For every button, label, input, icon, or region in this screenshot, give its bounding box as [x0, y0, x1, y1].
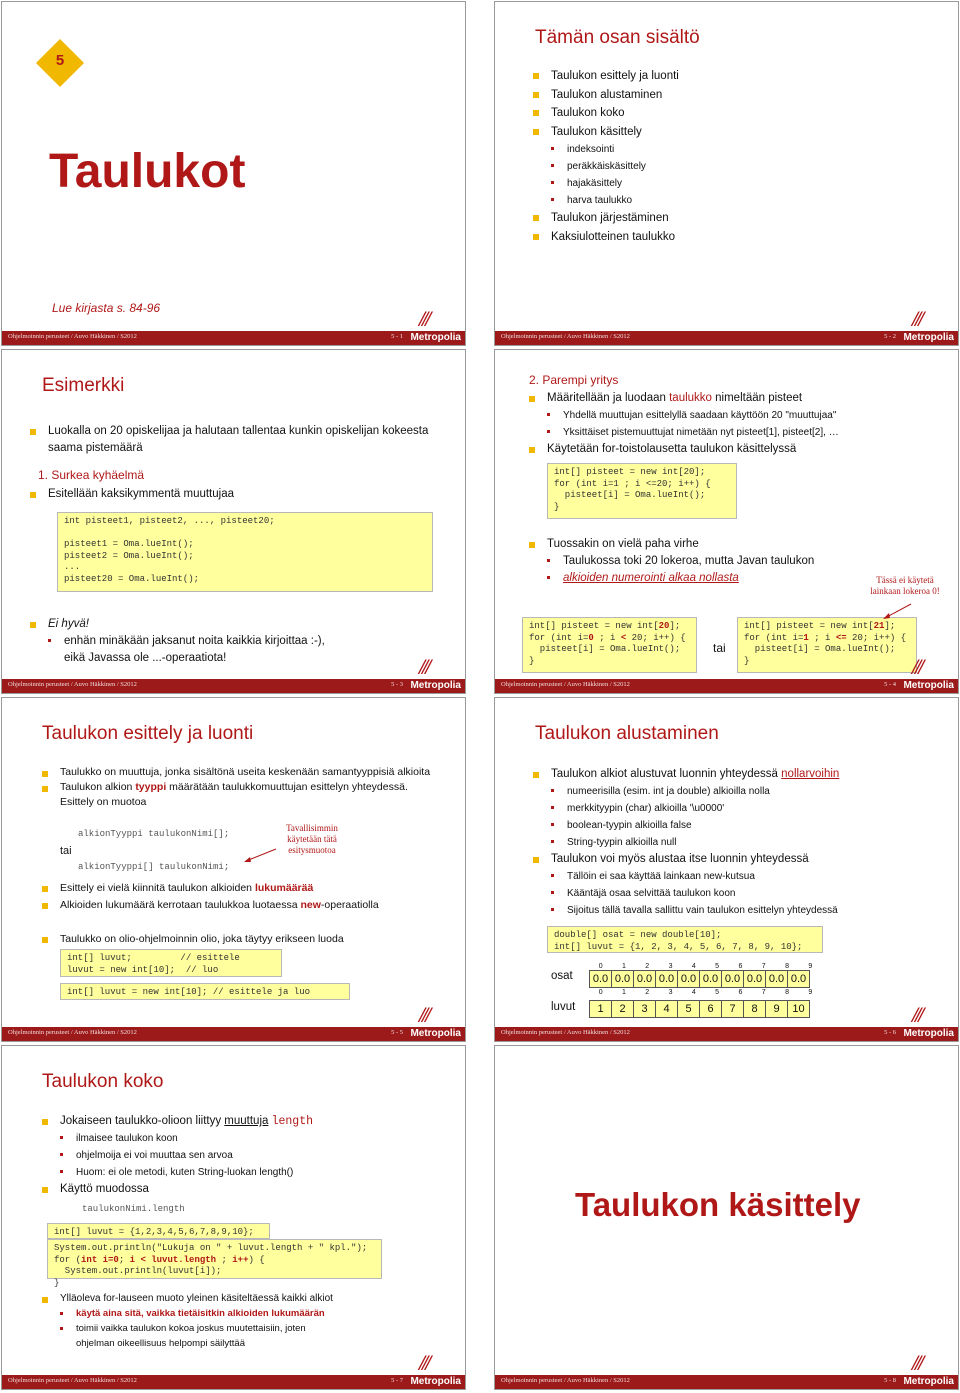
code-block-a — [522, 617, 697, 673]
subitem-text: enhän minäkään jaksanut noita kaikkia kirjoittaa :-), — [64, 635, 325, 647]
metropolia-logo: /// — [419, 1002, 429, 1027]
keyword: length — [271, 1115, 314, 1128]
array-cell-luvut: 9 — [766, 1001, 788, 1018]
or-label: tai — [60, 845, 72, 857]
footer-text: Ohjelmoinnin perusteet / Auvo Häkkinen / S2012 — [501, 681, 630, 688]
list-subitem: harva taulukko — [533, 192, 943, 209]
footer-text: Ohjelmoinnin perusteet / Auvo Häkkinen / S2012 — [501, 333, 630, 340]
code-line: int[] luvut = new int[10]; // esittele ja luo — [67, 987, 311, 997]
slide-6 — [494, 697, 959, 1042]
code-block-b — [737, 617, 917, 673]
array-cell-osat: 0.0 — [722, 971, 744, 988]
code-line: double[] osat = new double[10]; — [554, 930, 722, 940]
slide-3 — [1, 349, 466, 694]
list-item: Taulukon järjestäminen — [533, 209, 943, 228]
list-item: Esitellään kaksikymmentä muuttujaa — [30, 486, 440, 503]
list-subitem: Yhdellä muuttujan esittelyllä saadaan käyttöön 20 "muuttujaa" — [529, 407, 954, 424]
slide-number: 5 - 1 — [391, 333, 403, 340]
footer-text: Ohjelmoinnin perusteet / Auvo Häkkinen / S2012 — [8, 1377, 137, 1384]
footer-text: Ohjelmoinnin perusteet / Auvo Häkkinen / S2012 — [8, 681, 137, 688]
logo-text: Metropolia — [410, 332, 461, 343]
array-index: 0 — [598, 989, 603, 996]
list-subitem: merkkityypin (char) alkioilla '\u0000' — [533, 800, 953, 817]
annotation-note: Tavallisimmin käytetään tätä esitysmuotoa — [286, 823, 338, 855]
code-block — [60, 949, 282, 977]
list-item: Taulukon voi myös alustaa itse luonnin yhteydessä — [533, 851, 953, 868]
array-luvut — [589, 1000, 810, 1018]
code-line: } — [529, 655, 535, 666]
content-list — [529, 390, 954, 458]
array-cell-osat: 0.0 — [700, 971, 722, 988]
array-cell-luvut: 10 — [788, 1001, 810, 1018]
list-item: Taulukko on olio-ohjelmoinnin olio, joka täytyy erikseen luoda — [42, 931, 442, 948]
code-line: int pisteet1, pisteet2, ..., pisteet20; — [64, 516, 275, 526]
list-subitem: Taulukossa toki 20 lokeroa, mutta Javan taulukon — [529, 553, 954, 570]
list-subitem: Sijoitus tällä tavalla sallittu vain taulukon esittelyn yhteydessä — [533, 902, 953, 919]
code-line: int[] pisteet = new int[20]; — [529, 621, 681, 631]
slide-1 — [1, 1, 466, 346]
list-subitem: numeerisilla (esim. int ja double) alkioilla nolla — [533, 783, 953, 800]
logo-text: Metropolia — [410, 1376, 461, 1387]
arrow-icon — [875, 602, 915, 622]
metropolia-logo: /// — [912, 306, 922, 331]
list-subitem: hajakäsittely — [533, 175, 943, 192]
code-line: for (int i=1 ; i <=20; i++) { — [554, 478, 711, 489]
logo-text: Metropolia — [903, 680, 954, 691]
item-text: Määritellään ja luodaan — [547, 392, 670, 404]
content-list — [30, 486, 440, 503]
list-item — [42, 780, 442, 810]
list-subitem: String-tyypin alkioilla null — [533, 834, 953, 851]
array-cell-osat: 0.0 — [612, 971, 634, 988]
code-line: } — [54, 1277, 60, 1288]
array-osat — [589, 970, 810, 988]
list-item: Taulukon käsittely — [533, 123, 943, 142]
list-subitem: Huom: ei ole metodi, kuten String-luokan length() — [42, 1164, 452, 1181]
slide-number: 5 - 6 — [884, 1029, 896, 1036]
content-list — [42, 1291, 452, 1351]
list-subitem — [42, 1321, 452, 1351]
content-list — [42, 880, 442, 914]
item-text: Alkioiden lukumäärä kerrotaan taulukkoa luotaessa — [60, 899, 301, 911]
logo-text: Metropolia — [410, 1028, 461, 1039]
chapter-badge-number: 5 — [55, 52, 65, 69]
code-line: int[] luvut = {1,2,3,4,5,6,7,8,9,10}; — [54, 1227, 254, 1237]
array-index: 6 — [738, 963, 743, 970]
footer-text: Ohjelmoinnin perusteet / Auvo Häkkinen / S2012 — [8, 1029, 137, 1036]
code-block — [47, 1239, 382, 1288]
section-heading: 1. Surkea kyhäelmä — [38, 468, 145, 482]
list-item: Käyttö muodossa — [42, 1181, 452, 1198]
slide-number: 5 - 7 — [391, 1377, 403, 1384]
slide-number: 5 - 4 — [884, 681, 896, 688]
array-cell-luvut: 7 — [722, 1001, 744, 1018]
content-list — [30, 423, 440, 457]
code-line: } — [554, 501, 560, 512]
code-line: int[] luvut; // esittele — [67, 953, 240, 963]
content-list — [533, 67, 943, 246]
list-subitem: Kääntäjä osaa selvittää taulukon koon — [533, 885, 953, 902]
array-index: 4 — [691, 989, 696, 996]
slide-2 — [494, 1, 959, 346]
list-item: Taulukon alustaminen — [533, 86, 943, 105]
metropolia-logo: /// — [912, 1002, 922, 1027]
array-cell-luvut: 2 — [612, 1001, 634, 1018]
code-line: for (int i=0; i < luvut.length ; i++) { — [54, 1254, 265, 1265]
slide-title: Taulukon esittely ja luonti — [42, 723, 254, 744]
list-subitem: Tällöin ei saa käyttää lainkaan new-kutsua — [533, 868, 953, 885]
array-cell-luvut: 8 — [744, 1001, 766, 1018]
metropolia-logo: /// — [912, 654, 922, 679]
code-line: int[] pisteet = new int[20]; — [554, 467, 706, 477]
slide-footer — [2, 679, 465, 693]
annotation-note: Tässä ei käytetä lainkaan lokeroa 0! — [870, 575, 940, 596]
array-cell-luvut: 6 — [700, 1001, 722, 1018]
metropolia-logo: /// — [912, 1350, 922, 1375]
array-cell-osat: 0.0 — [590, 971, 612, 988]
logo-text: Metropolia — [410, 680, 461, 691]
code-line: System.out.println(luvut[i]); — [54, 1266, 222, 1276]
code-line: int[] pisteet = new int[21]; — [744, 621, 896, 631]
array-index: 8 — [785, 963, 789, 970]
array-label-osat: osat — [551, 970, 573, 982]
array-index: 2 — [645, 989, 650, 996]
keyword: new — [300, 899, 321, 911]
content-list — [42, 765, 442, 810]
item-text: Taulukon alkion — [60, 781, 136, 793]
slide-8 — [494, 1045, 959, 1390]
slide-footer — [495, 679, 958, 693]
list-item — [42, 880, 442, 897]
item-text: Esittely ei vielä kiinnitä taulukon alkioiden — [60, 882, 255, 894]
keyword: lukumäärää — [254, 882, 314, 894]
array-index: 5 — [715, 989, 720, 996]
content-list — [30, 616, 440, 667]
code-block — [57, 512, 433, 592]
code-line: } — [744, 655, 750, 666]
array-index: 2 — [645, 963, 650, 970]
array-cell-osat: 0.0 — [788, 971, 810, 988]
item-text: nimeltään pisteet — [711, 392, 803, 404]
footer-text: Ohjelmoinnin perusteet / Auvo Häkkinen / S2012 — [501, 1029, 630, 1036]
list-item: Käytetään for-toistolausetta taulukon käsittelyssä — [529, 441, 954, 458]
code-line: pisteet[i] = Oma.lueInt(); — [744, 644, 896, 654]
slide-title: Tämän osan sisältö — [535, 27, 700, 48]
item-text: -operaatiolla — [320, 899, 379, 911]
metropolia-logo: /// — [419, 306, 429, 331]
slide-title: Esimerkki — [42, 375, 125, 396]
array-cell-luvut: 5 — [678, 1001, 700, 1018]
array-index: 7 — [761, 963, 766, 970]
footer-text: Ohjelmoinnin perusteet / Auvo Häkkinen / S2012 — [501, 1377, 630, 1384]
list-item — [533, 766, 953, 783]
slide-4 — [494, 349, 959, 694]
metropolia-logo: /// — [419, 1350, 429, 1375]
content-list — [42, 1113, 452, 1198]
subitem-text: ohjelman oikeellisuus helpompi säilyttää — [76, 1338, 245, 1349]
keyword: tyyppi — [135, 781, 167, 793]
slide-title: Taulukot — [49, 145, 246, 198]
slide-footer — [495, 331, 958, 345]
slide-title: Taulukon alustaminen — [535, 723, 719, 744]
list-subitem: peräkkäiskäsittely — [533, 158, 943, 175]
slide-7 — [1, 1045, 466, 1390]
array-cell-luvut: 3 — [634, 1001, 656, 1018]
array-cell-osat: 0.0 — [744, 971, 766, 988]
logo-text: Metropolia — [903, 1028, 954, 1039]
array-index: 9 — [808, 963, 813, 970]
list-item — [42, 897, 442, 914]
code-block — [60, 983, 350, 1000]
code-block — [47, 1223, 270, 1239]
keyword: nollarvoihin — [781, 768, 840, 780]
logo-text: Metropolia — [903, 332, 954, 343]
section-heading: 2. Parempi yritys — [529, 373, 619, 387]
array-cell-osat: 0.0 — [634, 971, 656, 988]
code-line: pisteet1 = Oma.lueInt(); — [64, 539, 194, 549]
list-subitem: indeksointi — [533, 141, 943, 158]
array-index: 3 — [668, 963, 673, 970]
list-item: Taulukko on muuttuja, jonka sisältönä useita keskenään samantyyppisiä alkioita — [42, 765, 442, 780]
slide-number: 5 - 5 — [391, 1029, 403, 1036]
array-cell-osat: 0.0 — [678, 971, 700, 988]
item-text: määrätään taulukkomuuttujan esittelyn yhteydessä. Esittely on muotoa — [60, 781, 408, 808]
array-index: 1 — [621, 989, 626, 996]
code-line: int[] luvut = {1, 2, 3, 4, 5, 6, 7, 8, 9, 10}; — [554, 941, 803, 952]
array-index: 6 — [738, 989, 743, 996]
array-cell-luvut: 1 — [590, 1001, 612, 1018]
list-subitem: ohjelmoija ei voi muuttaa sen arvoa — [42, 1147, 452, 1164]
syntax-form: alkionTyyppi[] taulukonNimi; — [78, 862, 230, 872]
list-subitem: ilmaisee taulukon koon — [42, 1130, 452, 1147]
footer-text: Ohjelmoinnin perusteet / Auvo Häkkinen / S2012 — [8, 333, 137, 340]
code-line: pisteet2 = Oma.lueInt(); — [64, 550, 194, 561]
slide-footer — [2, 331, 465, 345]
list-item: Kaksiulotteinen taulukko — [533, 228, 943, 247]
slide-5 — [1, 697, 466, 1042]
slide-number: 5 - 2 — [884, 333, 896, 340]
list-item: Ei hyvä! — [30, 616, 440, 633]
slide-footer — [495, 1375, 958, 1389]
slide-footer — [495, 1027, 958, 1041]
keyword: taulukko — [669, 392, 712, 404]
highlight-text: alkioiden numerointi alkaa nollasta — [563, 572, 739, 584]
array-index: 1 — [621, 963, 626, 970]
slide-title: Taulukon käsittely — [575, 1186, 861, 1223]
arrow-icon — [240, 845, 280, 865]
index-row-luvut — [589, 989, 822, 996]
list-item: Tuossakin on vielä paha virhe — [529, 536, 954, 553]
code-line: System.out.println("Lukuja on " + luvut.length + " kpl."); — [54, 1243, 368, 1253]
syntax-form: alkionTyyppi taulukonNimi[]; — [78, 829, 230, 839]
list-item: Taulukon esittely ja luonti — [533, 67, 943, 86]
array-index: 8 — [785, 989, 789, 996]
array-index: 3 — [668, 989, 673, 996]
metropolia-logo: /// — [419, 654, 429, 679]
subitem-text: eikä Javassa ole ...-operaatiota! — [64, 652, 227, 664]
item-text: muuttuja — [224, 1115, 269, 1127]
content-list — [42, 931, 442, 948]
array-cell-osat: 0.0 — [656, 971, 678, 988]
syntax-form: taulukonNimi.length — [82, 1204, 185, 1214]
slide-footer — [2, 1027, 465, 1041]
slide-number: 5 - 3 — [391, 681, 403, 688]
item-text: Taulukon alkiot alustuvat luonnin yhteydessä — [551, 768, 782, 780]
subitem-text: toimii vaikka taulukon kokoa joskus muutettaisiin, joten — [76, 1323, 306, 1334]
content-list — [533, 766, 953, 919]
list-item — [42, 1113, 452, 1130]
slide-footer — [2, 1375, 465, 1389]
index-row-osat — [589, 963, 822, 970]
logo-text: Metropolia — [903, 1376, 954, 1387]
list-item: Luokalla on 20 opiskelijaa ja halutaan tallentaa kunkin opiskelijan kokeesta saama pistemäärä — [30, 423, 440, 457]
list-item — [529, 390, 954, 407]
list-subitem — [30, 633, 440, 667]
list-item: Ylläoleva for-lauseen muoto yleinen käsiteltäessä kaikki alkiot — [42, 1291, 452, 1306]
item-text: Jokaiseen taulukko-olioon liittyy — [60, 1115, 225, 1127]
code-line: ... — [64, 562, 81, 572]
code-line: pisteet[i] = Oma.lueInt(); — [554, 490, 706, 500]
code-block — [547, 926, 823, 953]
code-line: pisteet20 = Oma.lueInt(); — [64, 573, 200, 584]
array-index: 7 — [761, 989, 766, 996]
slide-title: Taulukon koko — [42, 1071, 164, 1092]
list-subitem: boolean-tyypin alkioilla false — [533, 817, 953, 834]
array-index: 4 — [691, 963, 696, 970]
code-line: for (int i=1 ; i <= 20; i++) { — [744, 632, 907, 643]
array-cell-luvut: 4 — [656, 1001, 678, 1018]
or-label: tai — [713, 641, 726, 655]
array-cell-osat: 0.0 — [766, 971, 788, 988]
code-block — [547, 463, 737, 519]
code-line: luvut = new int[10]; // luo — [67, 964, 219, 975]
list-item: Taulukon koko — [533, 104, 943, 123]
list-subitem: Yksittäiset pistemuuttujat nimetään nyt pisteet[1], pisteet[2], … — [529, 424, 954, 441]
list-subitem: käytä aina sitä, vaikka tietäisitkin alkioiden lukumäärän — [42, 1306, 452, 1321]
array-index: 5 — [715, 963, 720, 970]
array-index: 9 — [808, 989, 813, 996]
slide-number: 5 - 8 — [884, 1377, 896, 1384]
code-line: for (int i=0 ; i < 20; i++) { — [529, 632, 686, 643]
array-index: 0 — [598, 963, 603, 970]
code-line: pisteet[i] = Oma.lueInt(); — [529, 644, 681, 654]
array-label-luvut: luvut — [551, 1001, 576, 1013]
reading-note: Lue kirjasta s. 84-96 — [52, 301, 161, 315]
